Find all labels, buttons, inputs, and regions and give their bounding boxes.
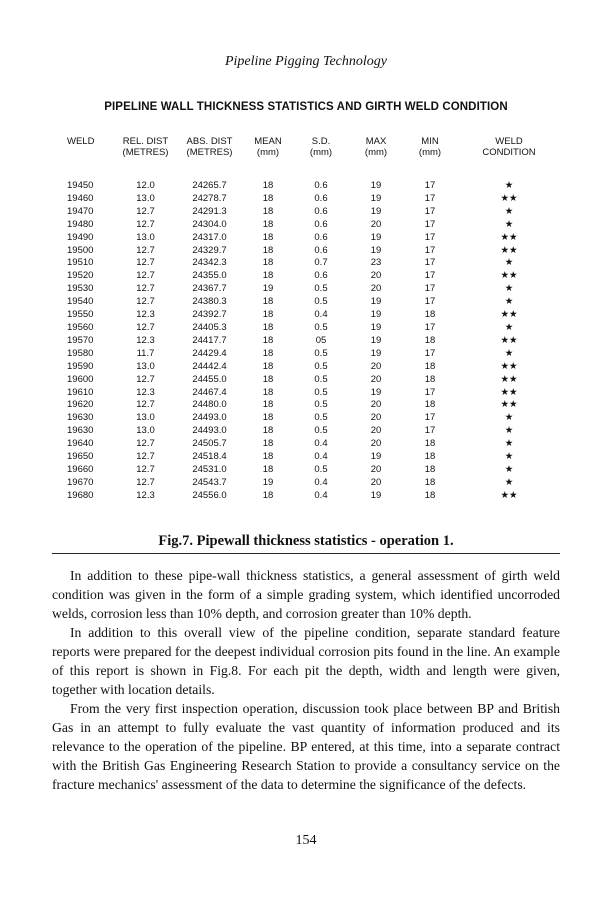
weld-condition-cell: ★★ — [500, 360, 518, 372]
rel-dist-cell: 12.7 — [136, 438, 155, 450]
rel-dist-cell: 13.0 — [136, 192, 155, 204]
weld-condition-cell: ★★ — [500, 399, 518, 411]
mean-cell: 18 — [262, 489, 274, 501]
table-row — [62, 425, 562, 438]
weld-condition-cell: ★ — [504, 451, 514, 463]
table-title: PIPELINE WALL THICKNESS STATISTICS AND GIRTH WELD CONDITION — [104, 101, 508, 113]
table-row — [62, 451, 562, 464]
table-row — [62, 270, 562, 283]
rel-dist-cell: 12.7 — [136, 463, 155, 475]
max-cell: 19 — [370, 321, 382, 333]
sd-cell: 0.4 — [314, 476, 328, 488]
sd-cell: 0.5 — [314, 425, 328, 437]
weld-cell: 19600 — [67, 373, 94, 385]
table-row — [62, 399, 562, 412]
table-row — [62, 387, 562, 400]
abs-dist-cell: 24317.0 — [192, 231, 227, 243]
weld-condition-cell: ★ — [504, 296, 514, 308]
max-cell: 19 — [370, 386, 382, 398]
abs-dist-cell: 24556.0 — [192, 489, 227, 501]
mean-cell: 18 — [262, 386, 274, 398]
rel-dist-cell: 12.7 — [136, 296, 155, 308]
weld-condition-cell: ★ — [504, 321, 514, 333]
mean-cell: 18 — [262, 205, 274, 217]
abs-dist-cell: 24392.7 — [192, 309, 227, 321]
weld-condition-cell: ★★ — [500, 309, 518, 321]
rel-dist-cell: 12.3 — [136, 334, 155, 346]
sd-cell: 0.6 — [314, 205, 328, 217]
min-cell: 18 — [424, 463, 436, 475]
column-header-min: MIN (mm) — [418, 136, 442, 158]
weld-condition-cell: ★ — [504, 463, 514, 475]
weld-cell: 19550 — [67, 309, 94, 321]
table-row — [62, 257, 562, 270]
min-cell: 17 — [424, 321, 436, 333]
mean-cell: 18 — [262, 321, 274, 333]
min-cell: 18 — [424, 360, 436, 372]
abs-dist-cell: 24265.7 — [192, 180, 227, 191]
abs-dist-cell: 24355.0 — [192, 270, 227, 282]
sd-cell: 0.6 — [314, 270, 328, 282]
table-row — [62, 206, 562, 219]
table-row — [62, 180, 562, 193]
abs-dist-cell: 24291.3 — [192, 205, 227, 217]
weld-cell: 19640 — [67, 438, 94, 450]
abs-dist-cell: 24417.7 — [192, 334, 227, 346]
mean-cell: 18 — [262, 451, 274, 463]
min-cell: 17 — [424, 205, 436, 217]
weld-cell: 19670 — [67, 476, 94, 488]
weld-cell: 19610 — [67, 386, 94, 398]
mean-cell: 18 — [262, 270, 274, 282]
sd-cell: 0.6 — [314, 180, 328, 191]
column-header-rel-dist: REL. DIST (METRES) — [122, 136, 169, 158]
abs-dist-cell: 24342.3 — [192, 257, 227, 269]
table-row — [62, 438, 562, 451]
weld-cell: 19490 — [67, 231, 94, 243]
max-cell: 23 — [370, 257, 382, 269]
weld-condition-cell: ★★ — [500, 231, 518, 243]
table-row — [62, 374, 562, 387]
mean-cell: 18 — [262, 309, 274, 321]
mean-cell: 18 — [262, 360, 274, 372]
min-cell: 17 — [424, 425, 436, 437]
abs-dist-cell: 24467.4 — [192, 386, 227, 398]
weld-cell: 19590 — [67, 360, 94, 372]
running-header: Pipeline Pigging Technology — [224, 54, 387, 69]
rel-dist-cell: 13.0 — [136, 360, 155, 372]
column-header-weld-condition: WELD CONDITION — [482, 136, 536, 158]
abs-dist-cell: 24493.0 — [192, 425, 227, 437]
mean-cell: 18 — [262, 244, 274, 256]
abs-dist-cell: 24380.3 — [192, 296, 227, 308]
weld-condition-cell: ★ — [504, 257, 514, 269]
sd-cell: 0.6 — [314, 244, 328, 256]
body-text — [52, 566, 560, 794]
min-cell: 18 — [424, 399, 436, 411]
table-row — [62, 490, 562, 503]
min-cell: 17 — [424, 296, 436, 308]
column-header-sd: S.D. (mm) — [309, 136, 333, 158]
mean-cell: 18 — [262, 257, 274, 269]
mean-cell: 18 — [262, 231, 274, 243]
paragraph: From the very first inspection operation, discussion took place between BP and British Gas in an attempt to fully evaluate the vast quantity of information produced and its relevance to the operation of the pipeline. BP entered, at this time, into a separate contract with the British Gas Engineering Research Station to provide a consultancy service on the fracture mechanics' assessment of the data to determine the significance of the defects. — [52, 701, 560, 792]
table-row — [62, 464, 562, 477]
min-cell: 18 — [424, 438, 436, 450]
min-cell: 18 — [424, 334, 436, 346]
weld-cell: 19580 — [67, 347, 94, 359]
max-cell: 19 — [370, 296, 382, 308]
weld-condition-cell: ★★ — [500, 192, 518, 204]
max-cell: 20 — [370, 270, 382, 282]
max-cell: 20 — [370, 283, 382, 295]
abs-dist-cell: 24455.0 — [192, 373, 227, 385]
weld-condition-cell: ★ — [504, 180, 514, 191]
weld-cell: 19620 — [67, 399, 94, 411]
min-cell: 17 — [424, 218, 436, 230]
max-cell: 20 — [370, 476, 382, 488]
max-cell: 20 — [370, 425, 382, 437]
weld-cell: 19630 — [67, 425, 94, 437]
table-row — [62, 245, 562, 258]
min-cell: 17 — [424, 257, 436, 269]
min-cell: 17 — [424, 192, 436, 204]
min-cell: 18 — [424, 451, 436, 463]
mean-cell: 18 — [262, 425, 274, 437]
abs-dist-cell: 24518.4 — [192, 451, 227, 463]
weld-condition-cell: ★★ — [500, 489, 518, 501]
weld-condition-cell: ★ — [504, 425, 514, 437]
rel-dist-cell: 12.7 — [136, 451, 155, 463]
weld-condition-cell: ★★ — [500, 386, 518, 398]
sd-cell: 0.5 — [314, 373, 328, 385]
sd-cell: 0.4 — [314, 489, 328, 501]
rel-dist-cell: 13.0 — [136, 425, 155, 437]
abs-dist-cell: 24304.0 — [192, 218, 227, 230]
weld-cell: 19630 — [67, 412, 94, 424]
weld-cell: 19510 — [67, 257, 94, 269]
table-row — [62, 283, 562, 296]
min-cell: 17 — [424, 231, 436, 243]
weld-cell: 19460 — [67, 192, 94, 204]
table-row — [62, 322, 562, 335]
weld-cell: 19540 — [67, 296, 94, 308]
max-cell: 19 — [370, 244, 382, 256]
max-cell: 19 — [370, 347, 382, 359]
min-cell: 17 — [424, 244, 436, 256]
abs-dist-cell: 24429.4 — [192, 347, 227, 359]
max-cell: 19 — [370, 180, 382, 191]
max-cell: 20 — [370, 373, 382, 385]
sd-cell: 0.6 — [314, 218, 328, 230]
max-cell: 19 — [370, 309, 382, 321]
sd-cell: 0.4 — [314, 309, 328, 321]
weld-condition-cell: ★★ — [500, 373, 518, 385]
rel-dist-cell: 12.7 — [136, 244, 155, 256]
mean-cell: 19 — [262, 283, 274, 295]
max-cell: 19 — [370, 205, 382, 217]
max-cell: 19 — [370, 192, 382, 204]
rel-dist-cell: 12.7 — [136, 476, 155, 488]
mean-cell: 18 — [262, 180, 274, 191]
table-row — [62, 477, 562, 490]
rel-dist-cell: 12.3 — [136, 489, 155, 501]
min-cell: 18 — [424, 309, 436, 321]
weld-cell: 19500 — [67, 244, 94, 256]
weld-condition-cell: ★ — [504, 205, 514, 217]
weld-cell: 19650 — [67, 451, 94, 463]
sd-cell: 0.5 — [314, 412, 328, 424]
weld-cell: 19520 — [67, 270, 94, 282]
rel-dist-cell: 13.0 — [136, 231, 155, 243]
max-cell: 19 — [370, 231, 382, 243]
rel-dist-cell: 12.3 — [136, 309, 155, 321]
sd-cell: 0.6 — [314, 231, 328, 243]
max-cell: 20 — [370, 218, 382, 230]
weld-condition-cell: ★★ — [500, 334, 518, 346]
table-header-row — [62, 136, 562, 180]
table-body — [62, 180, 562, 503]
weld-cell: 19450 — [67, 180, 94, 191]
rel-dist-cell: 12.7 — [136, 270, 155, 282]
weld-condition-cell: ★ — [504, 218, 514, 230]
min-cell: 18 — [424, 489, 436, 501]
weld-condition-cell: ★ — [504, 347, 514, 359]
sd-cell: 0.4 — [314, 451, 328, 463]
sd-cell: 0.5 — [314, 347, 328, 359]
weld-condition-cell: ★ — [504, 412, 514, 424]
min-cell: 17 — [424, 386, 436, 398]
paragraph: In addition to these pipe-wall thickness statistics, a general assessment of girth weld condition was given in the form of a simple grading system, which identified uncorroded welds, corrosion less than 10% depth, and corrosion greater than 10% depth. — [52, 568, 560, 621]
max-cell: 19 — [370, 334, 382, 346]
table-row — [62, 296, 562, 309]
rel-dist-cell: 12.7 — [136, 283, 155, 295]
weld-cell: 19470 — [67, 205, 94, 217]
table-row — [62, 219, 562, 232]
min-cell: 17 — [424, 180, 436, 191]
max-cell: 19 — [370, 451, 382, 463]
min-cell: 17 — [424, 347, 436, 359]
abs-dist-cell: 24442.4 — [192, 360, 227, 372]
weld-cell: 19680 — [67, 489, 94, 501]
abs-dist-cell: 24367.7 — [192, 283, 227, 295]
table-row — [62, 232, 562, 245]
max-cell: 19 — [370, 489, 382, 501]
abs-dist-cell: 24329.7 — [192, 244, 227, 256]
rel-dist-cell: 12.7 — [136, 205, 155, 217]
sd-cell: 0.7 — [314, 257, 328, 269]
rel-dist-cell: 12.7 — [136, 399, 155, 411]
rel-dist-cell: 13.0 — [136, 412, 155, 424]
abs-dist-cell: 24531.0 — [192, 463, 227, 475]
weld-condition-cell: ★★ — [500, 270, 518, 282]
figure-caption: Fig.7. Pipewall thickness statistics - operation 1. — [158, 533, 454, 549]
max-cell: 20 — [370, 399, 382, 411]
column-header-abs-dist: ABS. DIST (METRES) — [186, 136, 233, 158]
rel-dist-cell: 12.7 — [136, 321, 155, 333]
page-number: 154 — [295, 833, 317, 848]
sd-cell: 0.5 — [314, 360, 328, 372]
paragraph: In addition to this overall view of the pipeline condition, separate standard feature reports were prepared for the deepest individual corrosion pits found in the line. An example of this report is shown in Fig.8. For each pit the depth, width and length were given, together with location details. — [52, 625, 560, 697]
rel-dist-cell: 12.7 — [136, 257, 155, 269]
abs-dist-cell: 24278.7 — [192, 192, 227, 204]
table-row — [62, 335, 562, 348]
weld-cell: 19530 — [67, 283, 94, 295]
table-row — [62, 361, 562, 374]
mean-cell: 18 — [262, 373, 274, 385]
sd-cell: 0.4 — [314, 438, 328, 450]
column-header-weld: WELD — [67, 136, 95, 147]
min-cell: 17 — [424, 283, 436, 295]
caption-rule — [52, 553, 560, 554]
abs-dist-cell: 24493.0 — [192, 412, 227, 424]
weld-condition-cell: ★ — [504, 476, 514, 488]
rel-dist-cell: 11.7 — [136, 347, 155, 359]
mean-cell: 18 — [262, 296, 274, 308]
column-header-mean: MEAN (mm) — [254, 136, 282, 158]
weld-condition-cell: ★ — [504, 438, 514, 450]
rel-dist-cell: 12.7 — [136, 218, 155, 230]
max-cell: 20 — [370, 360, 382, 372]
table-row — [62, 193, 562, 206]
sd-cell: 0.5 — [314, 296, 328, 308]
sd-cell: 0.5 — [314, 321, 328, 333]
mean-cell: 18 — [262, 192, 274, 204]
table-row — [62, 348, 562, 361]
max-cell: 20 — [370, 438, 382, 450]
max-cell: 20 — [370, 463, 382, 475]
weld-condition-cell: ★★ — [500, 244, 518, 256]
sd-cell: 0.5 — [314, 283, 328, 295]
min-cell: 17 — [424, 412, 436, 424]
min-cell: 17 — [424, 270, 436, 282]
min-cell: 18 — [424, 373, 436, 385]
abs-dist-cell: 24543.7 — [192, 476, 227, 488]
column-header-max: MAX (mm) — [364, 136, 388, 158]
abs-dist-cell: 24480.0 — [192, 399, 227, 411]
thickness-statistics-table — [62, 136, 562, 503]
table-row — [62, 412, 562, 425]
mean-cell: 18 — [262, 399, 274, 411]
mean-cell: 18 — [262, 334, 274, 346]
weld-cell: 19560 — [67, 321, 94, 333]
table-row — [62, 309, 562, 322]
rel-dist-cell: 12.7 — [136, 373, 155, 385]
weld-cell: 19570 — [67, 334, 94, 346]
abs-dist-cell: 24405.3 — [192, 321, 227, 333]
sd-cell: 05 — [315, 334, 327, 346]
min-cell: 18 — [424, 476, 436, 488]
sd-cell: 0.6 — [314, 192, 328, 204]
weld-cell: 19660 — [67, 463, 94, 475]
rel-dist-cell: 12.0 — [136, 180, 155, 191]
mean-cell: 18 — [262, 218, 274, 230]
sd-cell: 0.5 — [314, 399, 328, 411]
max-cell: 20 — [370, 412, 382, 424]
mean-cell: 18 — [262, 463, 274, 475]
sd-cell: 0.5 — [314, 386, 328, 398]
mean-cell: 19 — [262, 476, 274, 488]
weld-cell: 19480 — [67, 218, 94, 230]
mean-cell: 18 — [262, 438, 274, 450]
weld-condition-cell: ★ — [504, 283, 514, 295]
abs-dist-cell: 24505.7 — [192, 438, 227, 450]
mean-cell: 18 — [262, 347, 274, 359]
mean-cell: 18 — [262, 412, 274, 424]
rel-dist-cell: 12.3 — [136, 386, 155, 398]
sd-cell: 0.5 — [314, 463, 328, 475]
